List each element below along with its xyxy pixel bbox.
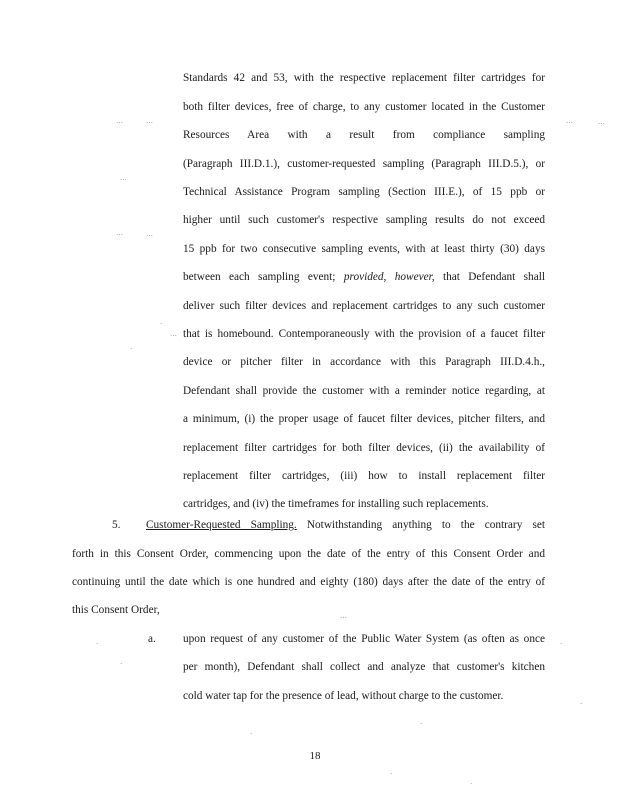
scan-speck: · xyxy=(470,780,473,788)
text-line: per month), Defendant shall collect and analyze that customer's kitchen xyxy=(183,661,545,673)
text-line: this Consent Order, xyxy=(72,604,160,616)
text-segment: between each sampling event; xyxy=(183,271,336,283)
text-line xyxy=(183,270,545,284)
scan-speck: · xyxy=(130,345,133,353)
scan-speck: … xyxy=(146,230,153,238)
scan-speck: … xyxy=(170,330,177,338)
scan-speck: · xyxy=(560,640,563,648)
scan-speck: … xyxy=(598,118,605,126)
page-number: 18 xyxy=(309,750,321,762)
text-segment: that Defendant shall xyxy=(442,271,545,283)
paragraph-number: 5. xyxy=(112,519,121,531)
scan-speck: · xyxy=(250,730,253,738)
scan-speck: … xyxy=(120,174,127,182)
provided-however-phrase: provided, however, xyxy=(343,271,435,283)
text-line: higher until such customer's respective sampling results do not exceed xyxy=(183,214,545,226)
text-line: Defendant shall provide the customer with a reminder notice regarding, at xyxy=(183,385,545,397)
paragraph-heading: Customer-Requested Sampling. xyxy=(146,519,297,531)
text-line: cartridges, and (iv) the timeframes for installing such replacements. xyxy=(183,498,489,510)
scan-speck: · xyxy=(96,640,99,648)
text-line: that is homebound. Contemporaneously with the provision of a faucet filter xyxy=(183,328,545,340)
text-line: device or pitcher filter in accordance with this Paragraph III.D.4.h., xyxy=(183,356,545,368)
scan-speck: … xyxy=(146,117,153,125)
text-line: a minimum, (i) the proper usage of faucet filter devices, pitcher filters, and xyxy=(183,413,545,425)
text-line: 15 ppb for two consecutive sampling events, with at least thirty (30) days xyxy=(183,243,545,255)
text-line: forth in this Consent Order, commencing upon the date of the entry of this Consent Order and xyxy=(72,548,545,560)
text-line: upon request of any customer of the Public Water System (as often as once xyxy=(183,633,545,645)
scan-speck: · xyxy=(160,320,163,328)
text-line: replacement filter cartridges for both filter devices, (ii) the availability of xyxy=(183,442,545,454)
text-line: deliver such filter devices and replacement cartridges to any such customer xyxy=(183,300,545,312)
text-line: (Paragraph III.D.1.), customer-requested sampling (Paragraph III.D.5.), or xyxy=(183,158,545,170)
text-line: cold water tap for the presence of lead, without charge to the customer. xyxy=(183,690,504,702)
text-segment: Notwithstanding anything to the contrary set xyxy=(306,519,545,531)
scan-speck: … xyxy=(116,229,123,237)
text-line: both filter devices, free of charge, to any customer located in the Customer xyxy=(183,101,545,113)
subparagraph-label: a. xyxy=(148,633,156,645)
scan-speck: … xyxy=(566,117,573,125)
scan-speck: … xyxy=(340,612,347,620)
text-line: Technical Assistance Program sampling (Section III.E.), of 15 ppb or xyxy=(183,186,545,198)
scan-speck: · xyxy=(420,720,423,728)
text-line xyxy=(146,518,545,532)
text-line: continuing until the date which is one hundred and eighty (180) days after the date of the entry of xyxy=(72,576,545,588)
scan-speck: … xyxy=(116,117,123,125)
text-line: replacement filter cartridges, (iii) how to install replacement filter xyxy=(183,470,545,482)
scan-speck: · xyxy=(390,770,393,778)
scan-speck: · xyxy=(120,660,123,668)
text-line: Resources Area with a result from compliance sampling xyxy=(183,129,545,141)
text-line: Standards 42 and 53, with the respective replacement filter cartridges for xyxy=(183,72,545,84)
scan-speck: · xyxy=(580,700,583,708)
